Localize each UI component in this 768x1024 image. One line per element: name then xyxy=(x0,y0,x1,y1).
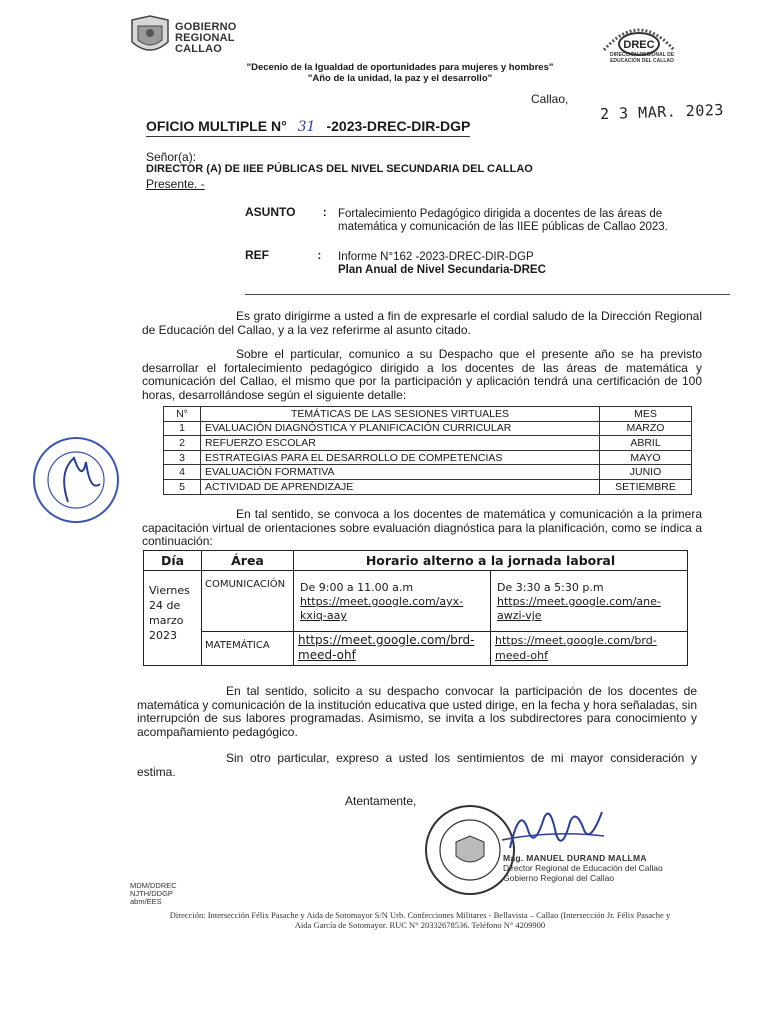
table-row: 5 ACTIVIDAD DE APRENDIZAJE SETIEMBRE xyxy=(164,479,692,494)
date-stamp: 2 3 MAR. 2023 xyxy=(599,100,725,124)
schedule-time: De 9:00 a 11.00 a.m xyxy=(300,581,414,594)
oficio-number: 31 xyxy=(297,119,316,135)
table-row xyxy=(144,632,688,666)
signer-name: Mag. MANUEL DURAND MALLMA xyxy=(503,853,647,863)
asunto-text: Fortalecimiento Pedagógico dirigida a docentes de las áreas de matemática y comunicación de las IIEE públicas de Callao 2023. xyxy=(338,208,668,233)
signer-institution: Gobierno Regional del Callao xyxy=(503,873,615,883)
meet-link[interactable]: https://meet.google.com/brd-meed-ohf xyxy=(495,634,657,662)
schedule-time: De 3:30 a 5:30 p.m xyxy=(497,581,604,594)
table-header-row xyxy=(144,551,688,571)
footer-address: Dirección: Intersección Félix Pasache y Aida de Sotomayor S/N Urb. Confecciones Militares - Bellavista – Callao (Intersección Jr. Félix Pasache y Aida García de Sotomayor. RUC N° 20332678536. Teléfono N° 4209900 xyxy=(169,910,671,930)
meet-link[interactable]: https://meet.google.com/ayx-kxiq-aay xyxy=(300,595,464,622)
closing-salutation: Atentamente, xyxy=(345,794,417,808)
paragraph-solicitud: En tal sentido, solicito a su despacho convocar la participación de los docentes de matemática y comunicación de la institución educativa que usted dirige, en la fecha y hora señaladas, sin interrupción de sus labores programadas. Asimismo, se invita a los subdirectores para conocimiento y acompañamiento pedagógico. xyxy=(137,684,697,739)
oficio-suffix: -2023-DREC-DIR-DGP xyxy=(326,118,471,134)
meet-link[interactable]: https://meet.google.com/brd-meed-ohf xyxy=(298,633,475,662)
table-header: TEMÁTICAS DE LAS SESIONES VIRTUALES xyxy=(201,407,600,422)
signer-title: Director Regional de Educación del Callao xyxy=(503,863,663,873)
schedule-day: Viernes 24 de marzo 2023 xyxy=(144,571,202,666)
paragraph-greeting: Es grato dirigirme a usted a fin de expresarle el cordial saludo de la Dirección Regional de Educación del Callao, y a la vez referirme al asunto citado. xyxy=(142,309,702,337)
asunto-label: ASUNTO : xyxy=(245,205,327,219)
place-label: Callao, xyxy=(531,92,569,106)
handwritten-signature xyxy=(492,800,612,858)
drec-logo-text: DREC xyxy=(623,39,655,51)
drec-subtitle: DIRECCIÓN REGIONAL DE EDUCACIÓN DEL CALLAO xyxy=(609,52,675,64)
table-row: 1 EVALUACIÓN DIAGNÓSTICA Y PLANIFICACIÓN CURRICULAR MARZO xyxy=(164,421,692,436)
decenio-motto: "Decenio de la Igualdad de oportunidades para mujeres y hombres" "Año de la unidad, la paz y el desarrollo" xyxy=(246,62,554,84)
oficio-underline xyxy=(146,136,470,137)
table-row xyxy=(144,571,688,632)
reception-stamp xyxy=(28,432,124,528)
addressee: DIRECTOR (A) DE IIEE PÚBLICAS DEL NIVEL SECUNDARIA DEL CALLAO xyxy=(146,163,533,175)
table-row: 2 REFUERZO ESCOLAR ABRIL xyxy=(164,436,692,451)
table-header: Horario alterno a la jornada laboral xyxy=(294,551,688,571)
paragraph-convocatoria: En tal sentido, se convoca a los docentes de matemática y comunicación a la primera capacitación virtual de orientaciones sobre evaluación diagnóstica para la planificación, como se indica a continuación: xyxy=(142,507,702,548)
schedule-area: MATEMÁTICA xyxy=(202,632,294,666)
table-header: Área xyxy=(202,551,294,571)
initials-block: MDM/DDREC NJTH/DDGP abm/EES xyxy=(130,881,177,906)
gobierno-regional-logo xyxy=(128,14,172,60)
paragraph-closing: Sin otro particular, expreso a usted los sentimientos de mi mayor consideración y estima. xyxy=(137,751,697,779)
table-row: 4 EVALUACIÓN FORMATIVA JUNIO xyxy=(164,465,692,480)
table-header: Día xyxy=(144,551,202,571)
paragraph-particular: Sobre el particular, comunico a su Despacho que el presente año se ha previsto desarrollar el fortalecimiento pedagógico dirigido a los docentes de las áreas de matemática y comunicación del Callao, el mismo que por la participación y aplicación tendrá una certificación de 100 horas, desarrollándose según el siguiente detalle: xyxy=(142,347,702,402)
salutation: Señor(a): xyxy=(146,150,197,164)
ref-label: REF : xyxy=(245,248,322,262)
schedule-area: COMUNICACIÓN xyxy=(202,571,294,632)
table-header: N° xyxy=(164,407,201,422)
presente: Presente. - xyxy=(146,177,205,191)
table-header: MES xyxy=(600,407,692,422)
signature-block xyxy=(503,853,663,883)
schedule-table xyxy=(143,550,688,666)
ref-line-2: Plan Anual de Nivel Secundaria-DREC xyxy=(338,264,546,276)
table-row: 3 ESTRATEGIAS PARA EL DESARROLLO DE COMPETENCIAS MAYO xyxy=(164,450,692,465)
meet-link[interactable]: https://meet.google.com/ane-awzi-vje xyxy=(497,595,661,622)
oficio-prefix: OFICIO MULTIPLE N° xyxy=(146,118,287,134)
sessions-table xyxy=(163,406,692,495)
divider xyxy=(245,294,730,295)
gobierno-regional-text: GOBIERNO REGIONAL CALLAO xyxy=(175,21,237,55)
ref-line-1: Informe N°162 -2023-DREC-DIR-DGP xyxy=(338,251,534,263)
oficio-title xyxy=(146,118,470,135)
table-header-row xyxy=(164,407,692,422)
